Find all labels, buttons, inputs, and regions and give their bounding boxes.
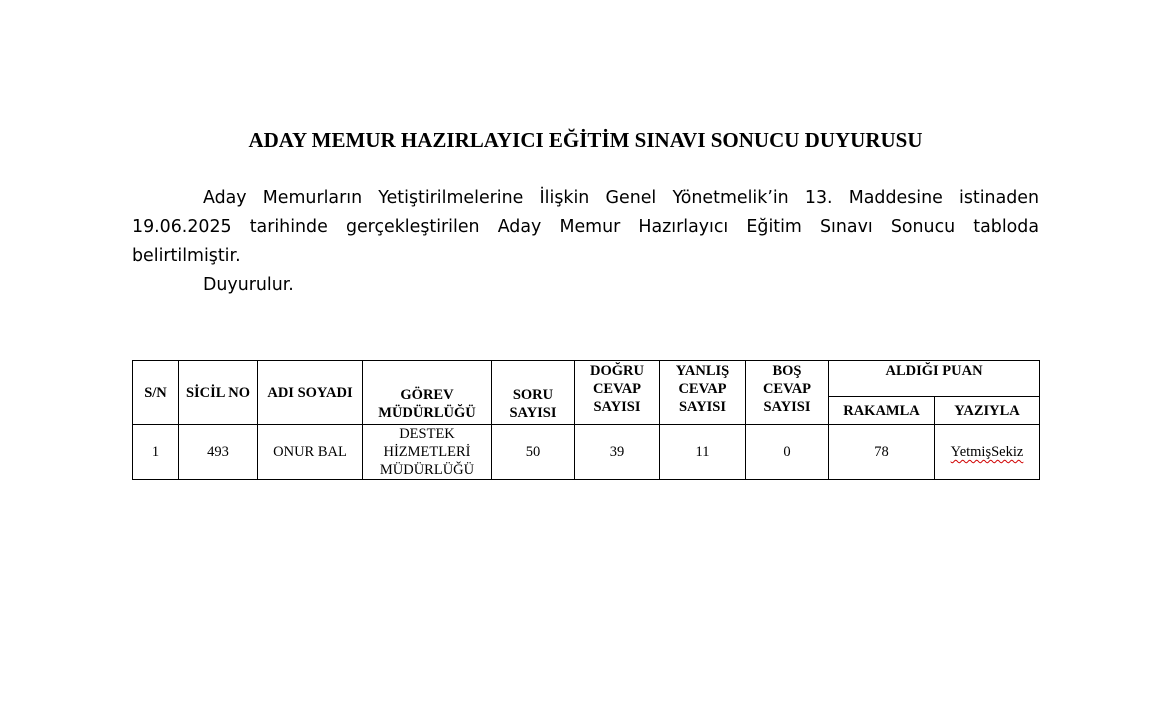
announcement-paragraph: Aday Memurların Yetiştirilmelerine İlişkin Genel Yönetmelik’in 13. Maddesine istinaden 19.06.2025 tarihinde gerçekleştirilen Aday Memur Hazırlayıcı Eğitim Sınavı Sonucu tabloda belirtilmiştir. bbox=[132, 188, 1039, 266]
cell-sicil-no: 493 bbox=[179, 425, 258, 480]
header-dogru-cevap: DOĞRU CEVAP SAYISI bbox=[575, 361, 660, 425]
results-table bbox=[132, 360, 1040, 480]
header-sn: S/N bbox=[133, 361, 179, 425]
header-bos-cevap: BOŞ CEVAP SAYISI bbox=[746, 361, 829, 425]
cell-yanlis-cevap: 11 bbox=[660, 425, 746, 480]
cell-bos-cevap: 0 bbox=[746, 425, 829, 480]
header-sicil-no: SİCİL NO bbox=[179, 361, 258, 425]
table-header-row bbox=[133, 361, 1040, 397]
document-title: ADAY MEMUR HAZIRLAYICI EĞİTİM SINAVI SONUCU DUYURUSU bbox=[248, 128, 923, 152]
table-row bbox=[133, 425, 1040, 480]
announcement-closing: Duyurulur. bbox=[203, 275, 294, 295]
cell-gorev-mudurlugu: DESTEK HİZMETLERİ MÜDÜRLÜĞÜ bbox=[363, 425, 492, 480]
header-rakamla: RAKAMLA bbox=[829, 397, 935, 425]
header-gorev-mudurlugu: GÖREV MÜDÜRLÜĞÜ bbox=[363, 361, 492, 425]
cell-dogru-cevap: 39 bbox=[575, 425, 660, 480]
header-adi-soyadi: ADI SOYADI bbox=[258, 361, 363, 425]
cell-yaziyla bbox=[935, 425, 1040, 480]
announcement-body bbox=[132, 184, 1039, 300]
cell-rakamla: 78 bbox=[829, 425, 935, 480]
header-yanlis-cevap: YANLIŞ CEVAP SAYISI bbox=[660, 361, 746, 425]
header-aldigi-puan: ALDIĞI PUAN bbox=[829, 361, 1040, 397]
cell-sn: 1 bbox=[133, 425, 179, 480]
header-soru-sayisi: SORU SAYISI bbox=[492, 361, 575, 425]
header-yaziyla: YAZIYLA bbox=[935, 397, 1040, 425]
cell-soru-sayisi: 50 bbox=[492, 425, 575, 480]
cell-adi-soyadi: ONUR BAL bbox=[258, 425, 363, 480]
yaziyla-text: YetmişSekiz bbox=[950, 444, 1024, 460]
